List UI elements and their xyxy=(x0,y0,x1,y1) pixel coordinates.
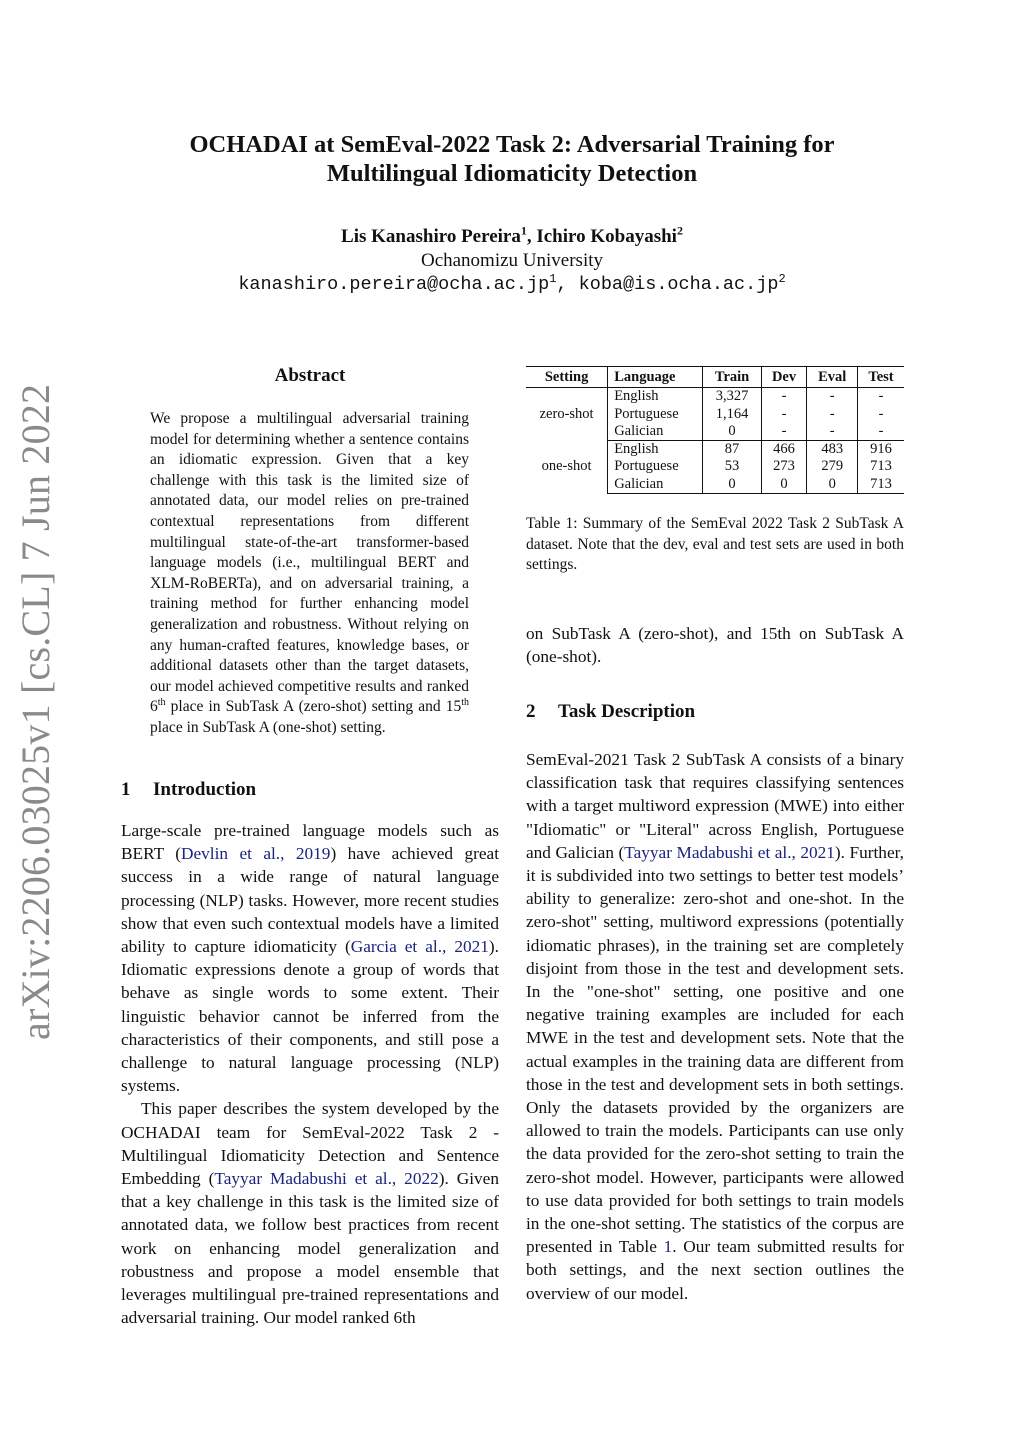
author-names xyxy=(120,225,904,249)
summary-table xyxy=(526,366,904,494)
table-cell: Galician xyxy=(608,423,703,441)
author-block xyxy=(120,225,904,297)
table-cell: 0 xyxy=(703,476,761,494)
email-separator: , xyxy=(556,274,579,295)
intro-p2-text-b: ). Given that a key challenge in this task is the limited size of annotated data, we follow best practices from recent work on enhancing model generalization and robustness and propose a model ensemble that leverages multilingual pre-trained representations and adversarial training. Our model ranked 6th xyxy=(121,1169,499,1328)
table-cell: - xyxy=(807,388,858,406)
table-cell: 1,164 xyxy=(703,406,761,423)
table-cell: - xyxy=(761,388,807,406)
task-text-a: SemEval-2021 Task 2 SubTask A consists of a binary classification task that requires classifying sentences with a target multiword expression (MWE) into either "Idiomatic" or "Literal" across English, Portuguese and Galician ( xyxy=(526,750,904,862)
table-cell: 0 xyxy=(761,476,807,494)
table-cell: 279 xyxy=(807,458,858,475)
task-paragraph xyxy=(526,748,904,1305)
zero-shot-group xyxy=(526,388,904,441)
table-cell: 53 xyxy=(703,458,761,475)
task-text-b: ). Further, it is subdivided into two settings to better test models’ ability to generalize: zero-shot and one-shot. In the zero-shot" setting, multiword expressions (potentially idiomatic phrases), in the training set are completely disjoint from those in the test and development sets. In the "one-shot" setting, one positive and one negative training examples are included for each MWE in the test and development sets. Note that the actual examples in the training data are different from those in the test and development sets in both settings. Only the datasets provided by the organizers are allowed to train the models. Participants can use only the data provided for the zero-shot setting to train the zero-shot model. However, participants were allowed to use data provided for both settings to train models in the one-shot setting. The statistics of the corpus are presented in Table xyxy=(526,842,904,1257)
intro-title: Introduction xyxy=(153,779,257,800)
author-1: Lis Kanashiro Pereira xyxy=(341,226,521,247)
setting-one-shot: one-shot xyxy=(526,441,608,494)
table-reference-link[interactable]: 1 xyxy=(663,1237,673,1257)
col-header-eval: Eval xyxy=(807,367,858,388)
table-cell: 0 xyxy=(807,476,858,494)
arxiv-stamp: arXiv:2206.03025v1 [cs.CL] 7 Jun 2022 xyxy=(13,383,58,1040)
table-cell: 87 xyxy=(703,441,761,459)
title-line-2: Multilingual Idiomaticity Detection xyxy=(326,160,698,187)
table-header-row xyxy=(526,367,904,388)
intro-p1-text-b: ) have achieved great success in a wide range of natural language processing (NLP) tasks. However, more recent studies show that even such contextual models have a limited ability to capture idiomaticity ( xyxy=(121,844,500,957)
task-number: 2 xyxy=(526,701,536,722)
col-header-test: Test xyxy=(868,369,894,385)
author-1-affil: 1 xyxy=(520,223,527,238)
dataset-table xyxy=(526,366,904,494)
intro-heading xyxy=(121,779,256,801)
task-title: Task Description xyxy=(558,701,696,722)
intro-continuation xyxy=(526,622,904,668)
table-cell: - xyxy=(858,423,904,441)
affiliation: Ochanomizu University xyxy=(420,250,604,271)
table-cell: English xyxy=(608,441,703,459)
author-separator: , xyxy=(526,226,537,247)
table-cell: 3,327 xyxy=(703,388,761,406)
abstract-text xyxy=(150,409,469,739)
author-2: Ichiro Kobayashi xyxy=(536,226,677,247)
task-heading xyxy=(526,701,695,723)
abstract-part-a: We propose a multilingual adversarial training model for determining whether a sentence contains an idiomatic expression. Given that a key challenge with this task is the limited size of annotated data, our model relies on pre-trained contextual representations from different multilingual state-of-the-art transformer-based language models (i.e., multilingual BERT and XLM-RoBERTa), and on adversarial training, a training method for further enhancing model generalization and robustness. Without relying on any human-crafted features, knowledge bases, or additional datasets other than the target datasets, our model achieved competitive results and ranked 6 xyxy=(150,410,469,716)
paper-title xyxy=(120,130,904,188)
author-2-affil: 2 xyxy=(676,223,683,238)
table-cell: Portuguese xyxy=(608,458,703,475)
abstract-sup-a: th xyxy=(157,697,166,709)
abstract-heading: Abstract xyxy=(274,365,346,386)
table-caption: Table 1: Summary of the SemEval 2022 Task 2 SubTask A dataset. Note that the dev, eval and test sets are used in both settings. xyxy=(526,515,904,574)
table-row xyxy=(526,388,904,406)
abstract-part-c: place in SubTask A (one-shot) setting. xyxy=(150,718,386,736)
col-header-train: Train xyxy=(703,367,761,388)
table-cell: - xyxy=(761,423,807,441)
col-header-language: Language xyxy=(608,367,703,388)
table-cell: - xyxy=(878,405,884,422)
table-cell: - xyxy=(761,406,807,423)
intro-paragraph-1 xyxy=(121,819,499,1097)
intro-p1-text-a: Large-scale pre-trained language models such as BERT ( xyxy=(121,821,499,864)
table-cell: - xyxy=(807,423,858,441)
citation-tayyar-2022[interactable]: Tayyar Madabushi et al., 2022 xyxy=(214,1169,439,1189)
col-header-setting: Setting xyxy=(526,367,608,388)
author-emails xyxy=(120,273,904,297)
abstract-sup-b: th xyxy=(461,697,469,709)
col-header-dev: Dev xyxy=(761,367,807,388)
table-cell: Galician xyxy=(608,476,703,494)
table-cell: 916 xyxy=(870,441,892,458)
intro-p2-text-a: This paper describes the system developed by the OCHADAI team for SemEval-2022 Task 2 - Multilingual Idiomaticity Detection and Sentence Embedding ( xyxy=(121,1099,499,1189)
abstract-part-b: place in SubTask A (zero-shot) setting and 15 xyxy=(165,698,462,716)
intro-number: 1 xyxy=(121,779,131,800)
task-body xyxy=(526,748,904,1305)
citation-tayyar-2021[interactable]: Tayyar Madabushi et al., 2021 xyxy=(624,842,835,862)
table-cell: 273 xyxy=(761,458,807,475)
one-shot-group xyxy=(526,441,904,494)
table-cell: 713 xyxy=(870,458,892,475)
intro-p1-text-c: ). Idiomatic expressions denote a group of words that behave as single words to some extent. Their linguistic behavior cannot be inferred from the characteristics of their components, and still pose a challenge to natural language processing (NLP) systems. xyxy=(121,937,499,1096)
table-cell: - xyxy=(878,388,884,405)
table-cell: 483 xyxy=(807,441,858,459)
title-line-1: OCHADAI at SemEval-2022 Task 2: Adversarial Training for xyxy=(189,131,835,158)
email-2-affil: 2 xyxy=(778,271,786,286)
table-cell: 0 xyxy=(703,423,761,441)
citation-garcia[interactable]: Garcia et al., 2021 xyxy=(350,937,489,957)
setting-zero-shot: zero-shot xyxy=(526,388,608,441)
intro-paragraph-2 xyxy=(121,1097,499,1329)
email-1-affil: 1 xyxy=(549,271,557,286)
table-cell: - xyxy=(807,406,858,423)
intro-body xyxy=(121,819,499,1329)
email-2[interactable]: koba@is.ocha.ac.jp xyxy=(578,274,779,295)
email-1[interactable]: kanashiro.pereira@ocha.ac.jp xyxy=(238,274,550,295)
table-cell: English xyxy=(608,388,703,406)
table-cell: Portuguese xyxy=(608,406,703,423)
table-cell: 466 xyxy=(761,441,807,459)
citation-devlin[interactable]: Devlin et al., 2019 xyxy=(181,844,331,864)
task-text-c: . Our team submitted results for both settings, and the next section outlines the overview of our model. xyxy=(526,1237,904,1303)
table-row xyxy=(526,441,904,459)
table-cell: 713 xyxy=(858,476,904,494)
intro-continuation-text: on SubTask A (zero-shot), and 15th on SubTask A (one-shot). xyxy=(526,624,904,667)
